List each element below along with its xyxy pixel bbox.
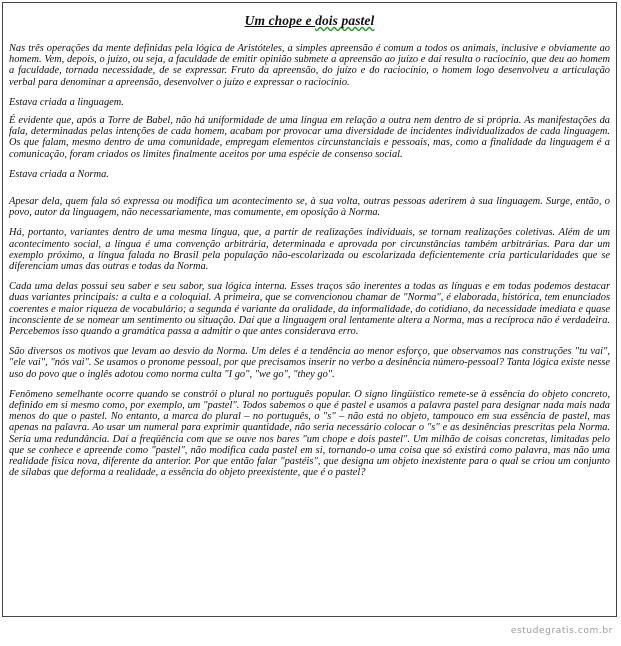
paragraph-7: Cada uma delas possui seu saber e seu sabor, sua lógica interna. Esses traços são inerentes a todas as línguas e em todas podemos destacar duas variantes principais: a culta e a coloquial. A primeira, que se convencionou chamar de "Norma", é elaborada, histórica, tem enunciados coerentes e maior riqueza de vocabulário; a segunda é variante da oralidade, da informalidade, do cotidiano, da necessidade imediata e quase inconsciente de se nomear um sentimento ou situação. Daí que a linguagem oral lentamente altera a Norma, mas a recíproca não é verdadeira. Percebemos isso quando a gramática passa a admitir o que antes considerava erro. (9, 281, 610, 338)
paragraph-6: Há, portanto, variantes dentro de uma mesma língua, que, a partir de realizações individuais, se tornam realizações coletivas. Além de um acontecimento social, a língua é uma convenção arbitrária, determinada e aprovada por circunstâncias também arbitrárias. Para dar um exemplo próximo, a língua falada no Brasil pela população não-escolarizada ou escolarizada deficientemente cria particularidades que se diferenciam umas das outras e todas da Norma. (9, 227, 610, 273)
paragraph-3: É evidente que, após a Torre de Babel, não há uniformidade de uma língua em relação a outra nem dentro de si própria. As manifestações da fala, determinadas pelas intenções de cada homem, acabam por provocar uma diversidade de incidentes individualizados de cada linguagem. Os que falam, mesmo dentro de uma comunidade, empregam elementos circunstanciais e pessoais, mas, como a finalidade da linguagem é a comunicação, foram criados os limites finalmente aceitos por uma espécie de consenso social. (9, 115, 610, 160)
paragraph-9: Fenômeno semelhante ocorre quando se constrói o plural no português popular. O signo lingüístico remete-se à essência do objeto concreto, definido em si mesmo como, por exemplo, um "pastel". Todos sabemos o que é pastel e usamos a palavra pastel para designar nada mais nada menos do que o pastel. No entanto, a marca do plural – no português, o "s" – não está no objeto, tampouco em sua essência de pastel, mas apenas na palavra. Ao usar um numeral para exprimir quantidade, não seria necessário colocar o "s" e as desinências prescritas pela Norma. Seria uma redundância. Daí a freqüência com que se ouve nos bares "um chope e dois pastel". Um milhão de coisas concretas, limitadas pelo que se conhece e apreende como "pastel", não modifica cada pastel em si, tornando-o uma coisa que só existirá como palavra, mas não uma realidade física nova, diferente da anterior. Por que então falar "pastéis", que designa um objeto inexistente para o qual se criou um conjunto de sílabas que deforma a realidade, a essência do objeto preexistente, que é o pastel? (9, 388, 610, 479)
document-title (3, 13, 616, 29)
paragraph-2: Estava criada a linguagem. (9, 96, 124, 108)
paragraph-5: Apesar dela, quem fala só expressa ou modifica um acontecimento se, à sua volta, outras pessoas aderirem à sua linguagem. Surge, então, o povo, autor da linguagem, não necessariamente, mas comumente, em oposição à Norma. (9, 196, 610, 219)
watermark-footer: estudegratis.com.br (510, 626, 613, 636)
document-page (2, 2, 617, 617)
title-part-1: Um chope e (244, 13, 316, 28)
paragraph-8: São diversos os motivos que levam ao desvio da Norma. Um deles é a tendência ao menor esforço, que observamos nas construções "tu vai", "ele vai", "nós vai". Se usamos o pronome pessoal, por que precisamos inserir no verbo a desinência número-pessoal? Tanta lógica existe nesse uso do povo que o inglês adotou como norma culta "I go", "we go", "they go". (9, 346, 610, 380)
paragraph-4: Estava criada a Norma. (9, 168, 109, 180)
document-body (9, 43, 610, 488)
title-part-2: dois pastel (315, 13, 375, 28)
paragraph-1: Nas três operações da mente definidas pela lógica de Aristóteles, a simples apreensão é comum a todos os animais, inclusive e obviamente ao homem. Vem, depois, o juízo, ou seja, a faculdade de emitir opinião submete a apreensão ao juízo e daí resulta o raciocínio, que deu ao homem a faculdade, tornada necessidade, de se expressar. Fruto da apreensão, do juízo e do raciocínio, o homem logo desenvolveu a articulação verbal para denominar a apreensão, desenvolver o juízo e expressar o raciocínio. (9, 43, 610, 88)
